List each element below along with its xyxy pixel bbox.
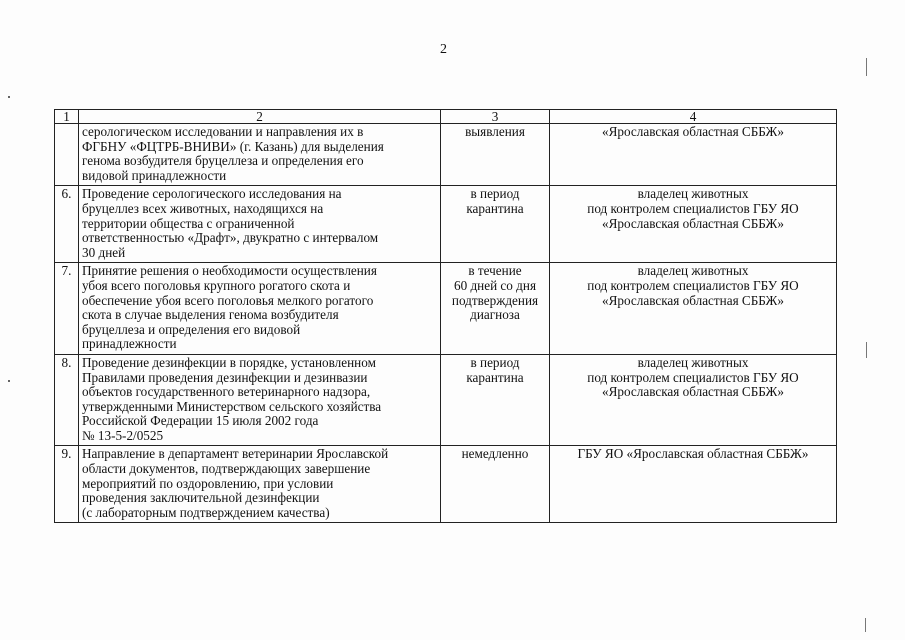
executor-line: под контролем специалистов ГБУ ЯО [587,369,799,385]
term-cell [441,446,550,523]
action-line: 30 дней [82,244,126,260]
executor-cell [550,124,837,186]
action-cell [79,354,441,446]
executor-line: «Ярославская областная СББЖ» [602,215,784,231]
executor-line: владелец животных [637,354,749,370]
action-cell [79,263,441,355]
action-line: утвержденными Министерством сельского хозяйства [82,398,382,414]
term-line: карантина [466,200,524,216]
executor-line: «Ярославская областная СББЖ» [602,292,784,308]
executor-line: под контролем специалистов ГБУ ЯО [587,277,799,293]
table-row [55,354,837,446]
term-line: диагноза [470,307,520,323]
action-line: Проведение серологического исследования на [82,186,342,202]
term-cell [441,263,550,355]
header-col-3: 3 [441,110,550,124]
action-line: ФГБНУ «ФЦТРБ-ВНИВИ» (г. Казань) для выделения [82,138,384,154]
margin-mark [866,342,867,358]
table-row [55,446,837,523]
action-line: территории общества с ограниченной [82,215,295,231]
table-row [55,263,837,355]
action-cell [79,186,441,263]
action-line: принадлежности [82,336,177,352]
table-header-row [55,110,837,124]
action-cell [79,446,441,523]
executor-line: «Ярославская областная СББЖ» [602,384,784,400]
measures-table [54,109,837,523]
term-cell [441,186,550,263]
scan-speck [8,96,10,98]
term-line: карантина [466,369,524,385]
header-col-1: 1 [55,110,79,124]
row-number: 7. [55,263,79,355]
action-line: Российской Федерации 15 июля 2002 года [82,413,319,429]
row-number: 8. [55,354,79,446]
term-cell [441,354,550,446]
term-line: выявления [465,124,525,139]
row-number: 9. [55,446,79,523]
table-row [55,186,837,263]
executor-line: ГБУ ЯО «Ярославская областная СББЖ» [577,446,809,462]
table-row [55,124,837,186]
action-line: бруцеллез всех животных, находящихся на [82,200,324,216]
action-line: обеспечение убоя всего поголовья мелкого рогатого [82,292,374,308]
action-line: Правилами проведения дезинфекции и дезинвазии [82,369,368,385]
action-line: объектов государственного ветеринарного надзора, [82,384,371,400]
action-line: Принятие решения о необходимости осуществления [82,263,377,279]
margin-mark [865,618,866,632]
action-line: скота в случае выделения генома возбудителя [82,307,339,323]
executor-cell [550,263,837,355]
header-col-4: 4 [550,110,837,124]
term-line: в течение [468,263,522,279]
action-line: Направление в департамент ветеринарии Ярославской [82,446,389,462]
executor-line: «Ярославская областная СББЖ» [602,124,784,139]
action-line: бруцеллеза и определения его видовой [82,321,301,337]
term-cell [441,124,550,186]
term-line: подтверждения [451,292,539,308]
executor-line: под контролем специалистов ГБУ ЯО [587,200,799,216]
action-line: ответственностью «Драфт», двукратно с интервалом [82,230,379,246]
executor-cell [550,446,837,523]
row-number: 6. [55,186,79,263]
executor-cell [550,354,837,446]
action-line: № 13-5-2/0525 [82,427,164,443]
action-line: мероприятий по оздоровлению, при условии [82,475,334,491]
executor-line: владелец животных [637,263,749,279]
action-line: генома возбудителя бруцеллеза и определения его [82,153,364,169]
action-cell [79,124,441,186]
action-line: серологическом исследовании и направления их в [82,124,364,139]
header-col-2: 2 [79,110,441,124]
margin-mark [866,58,867,76]
action-line: области документов, подтверждающих завершение [82,461,371,477]
term-line: в период [470,354,520,370]
page-number: 2 [440,42,447,57]
executor-line: владелец животных [637,186,749,202]
executor-cell [550,186,837,263]
term-line: немедленно [461,446,529,462]
action-line: Проведение дезинфекции в порядке, установленном [82,354,376,370]
table-body [55,124,837,523]
action-line: (с лабораторным подтверждением качества) [82,504,330,520]
scan-speck [8,380,10,382]
action-line: убоя всего поголовья крупного рогатого скота и [82,277,351,293]
action-line: видовой принадлежности [82,167,227,183]
row-number [55,124,79,186]
action-line: проведения заключительной дезинфекции [82,490,320,506]
term-line: в период [470,186,520,202]
term-line: 60 дней со дня [453,277,537,293]
